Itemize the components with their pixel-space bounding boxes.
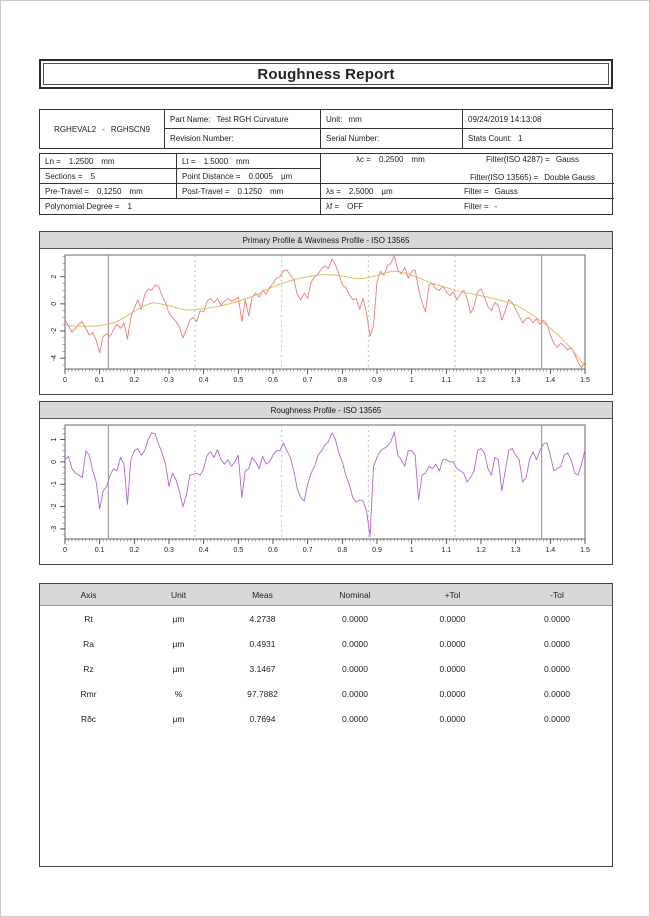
svg-text:1.3: 1.3 [510, 547, 521, 554]
roughness-chart-plot [40, 419, 612, 564]
results-cell: 0.0000 [544, 663, 570, 674]
results-cell: 0.0000 [342, 688, 368, 699]
svg-text:-1: -1 [51, 481, 58, 488]
results-cell: 3.1467 [249, 663, 276, 674]
svg-text:0.7: 0.7 [302, 547, 313, 554]
svg-text:0.6: 0.6 [268, 377, 278, 384]
parameters-table [39, 153, 613, 215]
svg-text:0.1: 0.1 [94, 547, 105, 554]
program-dash: - [102, 124, 105, 134]
svg-text:1.5: 1.5 [580, 377, 590, 384]
results-cell: 0.0000 [342, 638, 368, 649]
svg-text:0.8: 0.8 [337, 377, 348, 384]
svg-text:0.9: 0.9 [372, 377, 382, 384]
svg-text:0.5: 0.5 [233, 547, 244, 554]
param-filter-iso13565: Filter(ISO 13565) = Double Gauss [470, 173, 595, 183]
svg-text:0: 0 [51, 301, 58, 306]
results-cell: 0.0000 [439, 663, 466, 674]
results-col-plus-tol: +Tol [444, 589, 461, 600]
scan-id: RGHSCN9 [110, 124, 150, 134]
results-rows [40, 606, 612, 731]
svg-text:1.4: 1.4 [545, 547, 556, 554]
param-point-distance: Point Distance = 0.0005 µm [177, 169, 321, 184]
results-cell: 0.0000 [439, 613, 466, 624]
svg-text:1: 1 [51, 437, 58, 442]
serial-cell [321, 129, 463, 148]
results-cell: 4.2738 [249, 613, 276, 624]
results-cell: 0.0000 [439, 713, 466, 724]
param-lt: Lt = 1.5000 mm [177, 154, 321, 169]
svg-text:0.5: 0.5 [233, 377, 244, 384]
results-col-axis: Axis [80, 589, 97, 600]
roughness-chart-box [39, 401, 613, 565]
param-filter-ls: Filter = Gauss [464, 186, 518, 196]
primary-waviness-chart-box [39, 231, 613, 395]
results-cell: 0.0000 [544, 713, 570, 724]
results-cell: Rt [84, 613, 93, 624]
results-cell: µm [172, 713, 185, 724]
svg-text:0.3: 0.3 [164, 377, 174, 384]
results-cell: µm [172, 663, 185, 674]
report-title-box [39, 59, 613, 89]
svg-text:1.1: 1.1 [441, 377, 452, 384]
results-cell: Ra [83, 638, 94, 649]
results-cell: Rmr [80, 688, 97, 699]
svg-text:1.2: 1.2 [476, 377, 486, 384]
svg-text:-2: -2 [51, 327, 58, 335]
svg-text:0.7: 0.7 [302, 377, 313, 384]
svg-text:1.5: 1.5 [580, 547, 590, 554]
svg-text:0.4: 0.4 [198, 377, 209, 384]
svg-text:0: 0 [63, 547, 67, 554]
program-id: RGHEVAL2 [54, 124, 97, 134]
results-row [40, 631, 612, 656]
svg-text:-2: -2 [51, 503, 58, 510]
param-lf-filter: λf = OFF Filter = - [326, 202, 498, 211]
results-cell: 0.0000 [342, 663, 368, 674]
chart-svg [40, 249, 612, 394]
roughness-chart-title: Roughness Profile - ISO 13565 [40, 402, 612, 419]
svg-text:1: 1 [409, 547, 414, 554]
unit-value: mm [348, 114, 362, 124]
param-sections: Sections = 5 [40, 169, 177, 184]
page-title: Roughness Report [257, 65, 395, 83]
part-name-value: Test RGH Curvature [216, 114, 289, 124]
datetime-cell [463, 110, 614, 129]
svg-text:0.3: 0.3 [164, 547, 174, 554]
results-col-unit: Unit [170, 589, 187, 600]
results-cell: 0.4931 [249, 638, 276, 649]
results-cell: 0.0000 [342, 613, 368, 624]
results-header-row [40, 584, 612, 606]
param-filter-iso4287: Filter(ISO 4287) = Gauss [486, 154, 579, 164]
svg-text:-3: -3 [51, 525, 58, 533]
results-cell: 0.0000 [544, 638, 570, 649]
param-post-travel: Post-Travel = 0.1250 mm [177, 184, 321, 199]
svg-text:0.4: 0.4 [198, 547, 209, 554]
results-cell: 0.0000 [544, 613, 570, 624]
results-cell: Rδc [80, 713, 97, 724]
param-polynomial-degree: Polynomial Degree = 1 [40, 199, 321, 214]
part-name-cell [165, 110, 321, 129]
primary-waviness-chart-plot [40, 249, 612, 394]
stats-count-label: Stats Count: [468, 134, 513, 143]
results-col-nominal: Nominal [339, 589, 371, 600]
results-cell: Rz [83, 663, 94, 674]
svg-text:1.1: 1.1 [441, 547, 452, 554]
param-filter-lf: Filter = - [464, 202, 498, 211]
svg-text:1: 1 [409, 377, 414, 384]
svg-text:1.3: 1.3 [510, 377, 521, 384]
chart-svg [40, 419, 612, 564]
results-cell: µm [172, 638, 185, 649]
results-row [40, 606, 612, 631]
results-col-meas: Meas [252, 589, 273, 600]
primary-waviness-chart-title: Primary Profile & Waviness Profile - ISO 13565 [40, 232, 612, 249]
param-ln: Ln = 1.2500 mm [40, 154, 177, 169]
results-cell: 0.0000 [439, 688, 466, 699]
svg-text:2: 2 [51, 274, 58, 279]
results-cell: 0.0000 [439, 638, 466, 649]
revision-cell [165, 129, 321, 148]
results-cell: µm [172, 613, 185, 624]
svg-text:0.8: 0.8 [337, 547, 348, 554]
results-table [39, 583, 613, 867]
results-cell: 0.0000 [342, 713, 368, 724]
svg-text:0: 0 [51, 459, 58, 464]
stats-count-cell [463, 129, 614, 148]
unit-label: Unit: [326, 114, 343, 124]
unit-cell [321, 110, 463, 129]
param-ls-filter: λs = 2.5000 µm Filter = Gauss [321, 184, 614, 199]
svg-text:0.6: 0.6 [268, 547, 278, 554]
datetime-value: 09/24/2019 14:13:08 [468, 114, 542, 124]
param-lc-filters: λc = 0.2500 mm Filter(ISO 4287) = Gauss Filter(ISO 13565) = Double Gauss [321, 154, 614, 184]
header-table [39, 109, 613, 149]
svg-text:1.2: 1.2 [476, 547, 486, 554]
part-name-label: Part Name: [170, 114, 211, 124]
results-cell: 97.7882 [247, 688, 278, 699]
results-cell: 0.0000 [544, 688, 570, 699]
param-pre-travel: Pre-Travel = 0.1250 mm [40, 184, 177, 199]
svg-text:0: 0 [63, 377, 67, 384]
results-row [40, 681, 612, 706]
svg-text:0.1: 0.1 [94, 377, 105, 384]
svg-text:1.4: 1.4 [545, 377, 556, 384]
program-scan-cell [40, 110, 165, 148]
svg-text:0.2: 0.2 [129, 377, 140, 384]
results-row [40, 656, 612, 681]
svg-text:0.9: 0.9 [372, 547, 382, 554]
stats-count-value: 1 [518, 134, 523, 143]
svg-text:-4: -4 [51, 355, 58, 362]
results-col-minus-tol: -Tol [550, 589, 564, 600]
revision-label: Revision Number: [170, 134, 234, 143]
results-cell: 0.7694 [249, 713, 276, 724]
results-cell: % [174, 688, 183, 699]
svg-text:0.2: 0.2 [129, 547, 140, 554]
results-row [40, 706, 612, 731]
serial-label: Serial Number: [326, 134, 380, 143]
